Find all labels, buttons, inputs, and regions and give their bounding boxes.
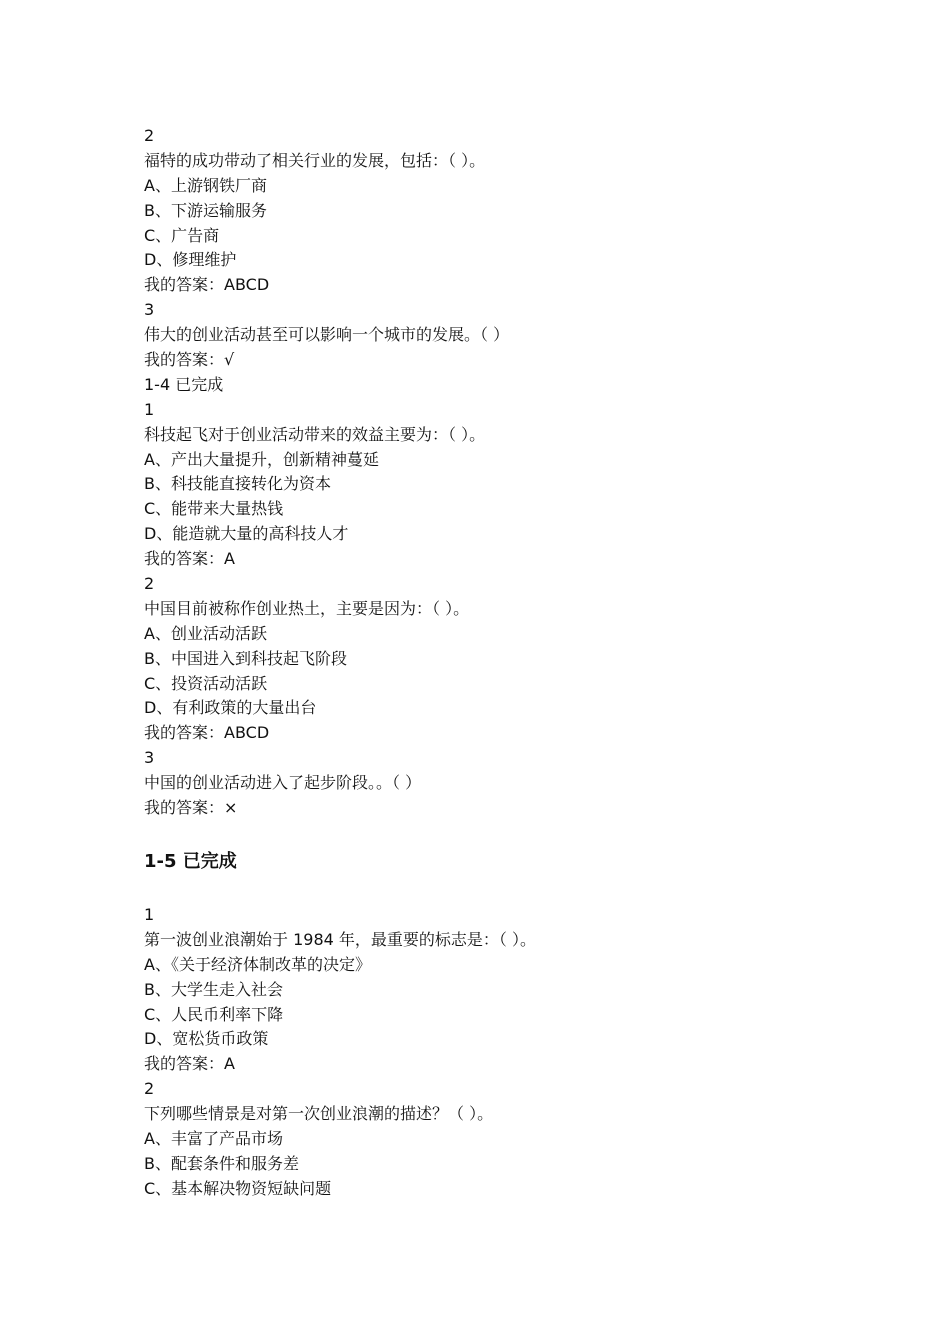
- question-number: 1: [144, 904, 155, 924]
- question-text: 伟大的创业活动甚至可以影响一个城市的发展。（ ）: [144, 325, 510, 345]
- section-heading: 1-5 已完成: [144, 850, 237, 872]
- option-d: D、修理维护: [144, 250, 237, 270]
- option-a: A、丰富了产品市场: [144, 1128, 283, 1148]
- option-c: C、能带来大量热钱: [144, 499, 284, 519]
- question-number: 2: [144, 574, 155, 594]
- option-d: D、宽松货币政策: [144, 1029, 269, 1049]
- option-b: B、科技能直接转化为资本: [144, 474, 331, 494]
- option-c: C、人民币利率下降: [144, 1004, 284, 1024]
- document-page: [144, 124, 844, 1202]
- question-text: 下列哪些情景是对第一次创业浪潮的描述？（ ）。: [144, 1104, 494, 1124]
- question-text: 中国的创业活动进入了起步阶段。。（ ）: [144, 773, 422, 793]
- option-a: A、创业活动活跃: [144, 623, 267, 643]
- option-c: C、广告商: [144, 225, 220, 245]
- option-d: D、有利政策的大量出台: [144, 698, 317, 718]
- option-c: C、投资活动活跃: [144, 673, 268, 693]
- option-a: A、产出大量提升，创新精神蔓延: [144, 449, 379, 469]
- section-label: 1-4 已完成: [144, 374, 224, 394]
- question-number: 3: [144, 300, 155, 320]
- question-text: 中国目前被称作创业热土，主要是因为：（ ）。: [144, 598, 470, 618]
- option-b: B、配套条件和服务差: [144, 1153, 299, 1173]
- option-a: A、《关于经济体制改革的决定》: [144, 954, 371, 974]
- question-text: 科技起飞对于创业活动带来的效益主要为：（ ）。: [144, 424, 486, 444]
- question-number: 3: [144, 748, 155, 768]
- option-d: D、能造就大量的高科技人才: [144, 524, 349, 544]
- option-b: B、中国进入到科技起飞阶段: [144, 648, 347, 668]
- question-number: 2: [144, 126, 155, 145]
- my-answer: 我的答案：A: [144, 549, 235, 569]
- my-answer: 我的答案：A: [144, 1054, 235, 1074]
- my-answer: 我的答案：×: [144, 798, 238, 818]
- option-b: B、下游运输服务: [144, 200, 267, 220]
- option-b: B、大学生走入社会: [144, 979, 283, 999]
- option-c: C、基本解决物资短缺问题: [144, 1178, 332, 1198]
- my-answer: 我的答案：√: [144, 350, 235, 370]
- question-text: 第一波创业浪潮始于 1984 年，最重要的标志是：（ ）。: [144, 929, 536, 949]
- my-answer: 我的答案：ABCD: [144, 723, 270, 743]
- question-text: 福特的成功带动了相关行业的发展，包括：（ ）。: [144, 150, 486, 170]
- question-number: 2: [144, 1079, 155, 1099]
- my-answer: 我的答案：ABCD: [144, 275, 270, 295]
- question-number: 1: [144, 399, 155, 419]
- option-a: A、上游钢铁厂商: [144, 175, 267, 195]
